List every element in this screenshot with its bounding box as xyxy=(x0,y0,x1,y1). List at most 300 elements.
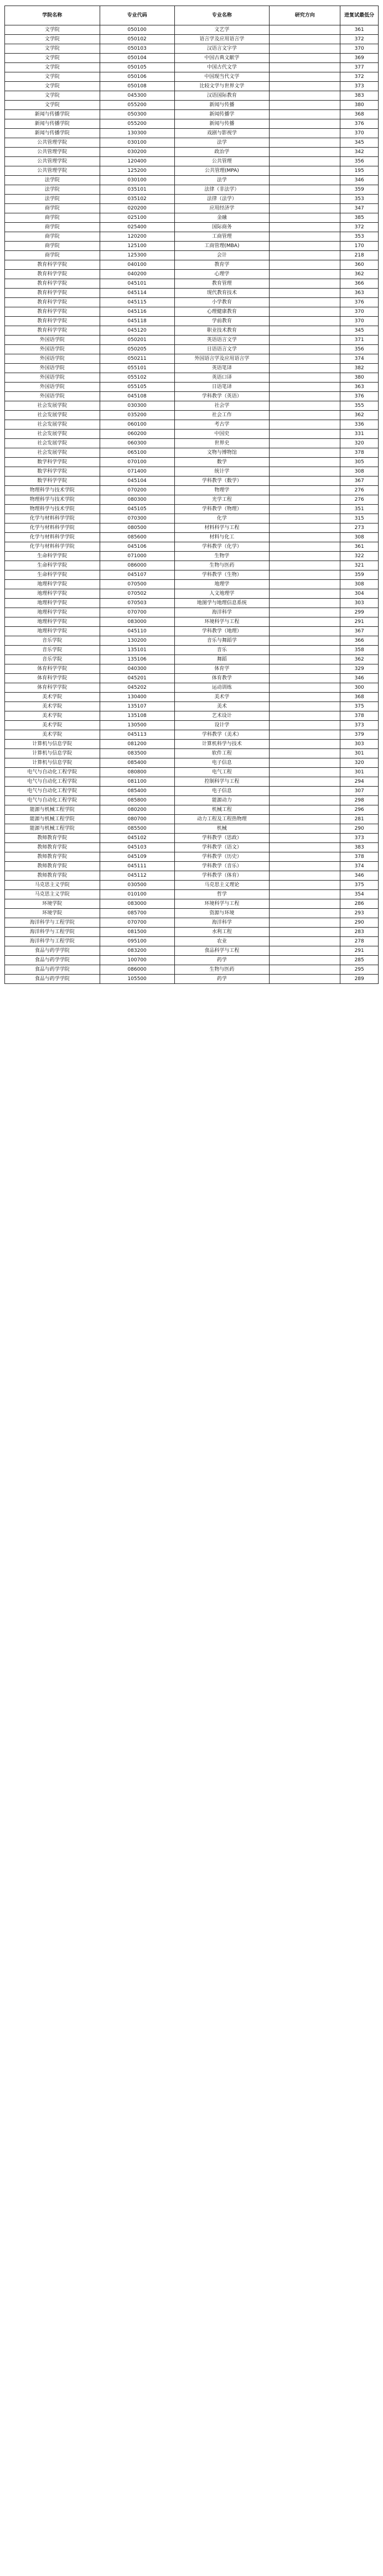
major-code-cell: 045106 xyxy=(100,542,174,552)
research-direction-cell xyxy=(270,44,340,54)
college-cell: 海洋科学与工程学院 xyxy=(5,928,100,937)
college-cell: 社会发展学院 xyxy=(5,448,100,458)
major-name-cell: 设计学 xyxy=(174,721,270,730)
major-code-cell: 045103 xyxy=(100,843,174,852)
major-name-cell: 学科教学（体育） xyxy=(174,871,270,881)
research-direction-cell xyxy=(270,787,340,796)
research-direction-cell xyxy=(270,364,340,373)
major-code-cell: 055200 xyxy=(100,101,174,110)
major-code-cell: 045202 xyxy=(100,683,174,693)
min-score-cell: 353 xyxy=(340,232,379,242)
major-name-cell: 动力工程及工程热物理 xyxy=(174,815,270,824)
college-cell: 数学科学学院 xyxy=(5,458,100,467)
research-direction-cell xyxy=(270,242,340,251)
major-name-cell: 英语笔译 xyxy=(174,364,270,373)
min-score-cell: 377 xyxy=(340,63,379,72)
min-score-cell: 307 xyxy=(340,787,379,796)
min-score-cell: 373 xyxy=(340,721,379,730)
table-row xyxy=(5,862,379,871)
min-score-cell: 298 xyxy=(340,796,379,805)
research-direction-cell xyxy=(270,636,340,646)
min-score-cell: 276 xyxy=(340,486,379,495)
min-score-cell: 375 xyxy=(340,702,379,711)
min-score-cell: 320 xyxy=(340,439,379,448)
major-name-cell: 控制科学与工程 xyxy=(174,777,270,787)
college-cell: 地理科学学院 xyxy=(5,608,100,617)
major-name-cell: 环境科学与工程 xyxy=(174,617,270,627)
major-code-cell: 040100 xyxy=(100,260,174,270)
research-direction-cell xyxy=(270,570,340,580)
research-direction-cell xyxy=(270,307,340,317)
major-name-cell: 水利工程 xyxy=(174,928,270,937)
major-name-cell: 美术学 xyxy=(174,693,270,702)
min-score-cell: 361 xyxy=(340,542,379,552)
major-name-cell: 学科教学（地理） xyxy=(174,627,270,636)
major-name-cell: 文艺学 xyxy=(174,25,270,35)
college-cell: 马克思主义学院 xyxy=(5,890,100,899)
min-score-cell: 375 xyxy=(340,881,379,890)
research-direction-cell xyxy=(270,251,340,260)
major-name-cell: 学前教育 xyxy=(174,317,270,326)
major-name-cell: 哲学 xyxy=(174,890,270,899)
major-name-cell: 农业 xyxy=(174,937,270,946)
research-direction-cell xyxy=(270,448,340,458)
table-row xyxy=(5,195,379,204)
min-score-cell: 308 xyxy=(340,467,379,477)
major-code-cell: 070503 xyxy=(100,599,174,608)
college-cell: 外国语学院 xyxy=(5,392,100,401)
min-score-cell: 362 xyxy=(340,411,379,420)
major-code-cell: 035102 xyxy=(100,195,174,204)
college-cell: 食品与药学学院 xyxy=(5,956,100,965)
major-name-cell: 小学教育 xyxy=(174,298,270,307)
research-direction-cell xyxy=(270,871,340,881)
research-direction-cell xyxy=(270,54,340,63)
college-cell: 海洋科学与工程学院 xyxy=(5,937,100,946)
table-row xyxy=(5,777,379,787)
min-score-cell: 361 xyxy=(340,25,379,35)
table-row xyxy=(5,608,379,617)
major-code-cell: 100700 xyxy=(100,956,174,965)
min-score-cell: 300 xyxy=(340,683,379,693)
table-row xyxy=(5,345,379,354)
min-score-cell: 370 xyxy=(340,44,379,54)
major-code-cell: 050105 xyxy=(100,63,174,72)
table-row xyxy=(5,35,379,44)
table-row xyxy=(5,956,379,965)
table-row xyxy=(5,101,379,110)
major-name-cell: 舞蹈 xyxy=(174,655,270,664)
major-code-cell: 030100 xyxy=(100,138,174,148)
research-direction-cell xyxy=(270,561,340,570)
major-name-cell: 机械 xyxy=(174,824,270,834)
research-direction-cell xyxy=(270,946,340,956)
major-name-cell: 汉语国际教育 xyxy=(174,91,270,101)
table-row xyxy=(5,768,379,777)
major-name-cell: 比较文学与世界文学 xyxy=(174,82,270,91)
research-direction-cell xyxy=(270,758,340,768)
table-row xyxy=(5,843,379,852)
min-score-cell: 283 xyxy=(340,928,379,937)
research-direction-cell xyxy=(270,260,340,270)
min-score-cell: 301 xyxy=(340,749,379,758)
min-score-cell: 218 xyxy=(340,251,379,260)
major-code-cell: 045105 xyxy=(100,505,174,514)
table-row xyxy=(5,730,379,740)
major-code-cell: 025400 xyxy=(100,223,174,232)
table-row xyxy=(5,664,379,674)
research-direction-cell xyxy=(270,664,340,674)
major-code-cell: 035101 xyxy=(100,185,174,195)
major-name-cell: 中国现当代文学 xyxy=(174,72,270,82)
table-row xyxy=(5,458,379,467)
table-row xyxy=(5,834,379,843)
college-cell: 计算机与信息学院 xyxy=(5,758,100,768)
college-cell: 物理科学与技术学院 xyxy=(5,505,100,514)
min-score-cell: 351 xyxy=(340,505,379,514)
major-code-cell: 080500 xyxy=(100,523,174,533)
research-direction-cell xyxy=(270,617,340,627)
research-direction-cell xyxy=(270,740,340,749)
min-score-cell: 358 xyxy=(340,646,379,655)
major-code-cell: 081500 xyxy=(100,928,174,937)
table-row xyxy=(5,251,379,260)
college-cell: 能源与机械工程学院 xyxy=(5,815,100,824)
header-major-code: 专业代码 xyxy=(100,6,174,25)
min-score-cell: 372 xyxy=(340,35,379,44)
min-score-cell: 368 xyxy=(340,110,379,119)
major-name-cell: 教育学 xyxy=(174,260,270,270)
college-cell: 商学院 xyxy=(5,232,100,242)
research-direction-cell xyxy=(270,702,340,711)
college-cell: 教育科学学院 xyxy=(5,326,100,336)
college-cell: 食品与药学学院 xyxy=(5,965,100,975)
table-row xyxy=(5,721,379,730)
research-direction-cell xyxy=(270,91,340,101)
college-cell: 商学院 xyxy=(5,204,100,213)
min-score-cell: 170 xyxy=(340,242,379,251)
min-score-cell: 376 xyxy=(340,392,379,401)
research-direction-cell xyxy=(270,693,340,702)
major-name-cell: 数学 xyxy=(174,458,270,467)
major-name-cell: 法律（法学） xyxy=(174,195,270,204)
table-row xyxy=(5,542,379,552)
research-direction-cell xyxy=(270,843,340,852)
min-score-cell: 329 xyxy=(340,664,379,674)
research-direction-cell xyxy=(270,467,340,477)
major-code-cell: 045110 xyxy=(100,627,174,636)
college-cell: 社会发展学院 xyxy=(5,420,100,430)
table-row xyxy=(5,533,379,542)
major-code-cell: 050211 xyxy=(100,354,174,364)
research-direction-cell xyxy=(270,505,340,514)
college-cell: 外国语学院 xyxy=(5,383,100,392)
college-cell: 生命科学学院 xyxy=(5,570,100,580)
major-name-cell: 考古学 xyxy=(174,420,270,430)
major-code-cell: 071000 xyxy=(100,552,174,561)
major-code-cell: 045115 xyxy=(100,298,174,307)
research-direction-cell xyxy=(270,373,340,383)
table-row xyxy=(5,890,379,899)
college-cell: 美术学院 xyxy=(5,730,100,740)
major-code-cell: 040200 xyxy=(100,270,174,279)
college-cell: 社会发展学院 xyxy=(5,411,100,420)
min-score-cell: 290 xyxy=(340,918,379,928)
major-name-cell: 外国语言学及应用语言学 xyxy=(174,354,270,364)
college-cell: 社会发展学院 xyxy=(5,430,100,439)
major-name-cell: 国际商务 xyxy=(174,223,270,232)
college-cell: 教师教育学院 xyxy=(5,852,100,862)
major-code-cell: 050100 xyxy=(100,25,174,35)
major-name-cell: 戏剧与影视学 xyxy=(174,129,270,138)
table-row xyxy=(5,72,379,82)
table-row xyxy=(5,523,379,533)
college-cell: 生命科学学院 xyxy=(5,552,100,561)
min-score-cell: 376 xyxy=(340,298,379,307)
major-name-cell: 会计 xyxy=(174,251,270,260)
research-direction-cell xyxy=(270,119,340,129)
major-code-cell: 085500 xyxy=(100,824,174,834)
table-row xyxy=(5,119,379,129)
major-name-cell: 生物学 xyxy=(174,552,270,561)
major-name-cell: 社会工作 xyxy=(174,411,270,420)
min-score-cell: 356 xyxy=(340,345,379,354)
table-row xyxy=(5,683,379,693)
table-row xyxy=(5,740,379,749)
college-cell: 文学院 xyxy=(5,25,100,35)
major-name-cell: 材料与化工 xyxy=(174,533,270,542)
table-row xyxy=(5,787,379,796)
major-name-cell: 中国古典文献学 xyxy=(174,54,270,63)
table-row xyxy=(5,185,379,195)
major-code-cell: 030200 xyxy=(100,148,174,157)
min-score-cell: 331 xyxy=(340,430,379,439)
college-cell: 环境学院 xyxy=(5,909,100,918)
min-score-cell: 368 xyxy=(340,693,379,702)
college-cell: 化学与材料科学学院 xyxy=(5,542,100,552)
table-row xyxy=(5,223,379,232)
major-code-cell: 130500 xyxy=(100,721,174,730)
table-row xyxy=(5,242,379,251)
college-cell: 体育科学学院 xyxy=(5,674,100,683)
min-score-cell: 370 xyxy=(340,317,379,326)
research-direction-cell xyxy=(270,486,340,495)
min-score-cell: 294 xyxy=(340,777,379,787)
research-direction-cell xyxy=(270,815,340,824)
major-code-cell: 055102 xyxy=(100,373,174,383)
college-cell: 教育科学学院 xyxy=(5,279,100,289)
college-cell: 法学院 xyxy=(5,185,100,195)
major-name-cell: 学科教学（美术） xyxy=(174,730,270,740)
major-name-cell: 工商管理 xyxy=(174,232,270,242)
table-row xyxy=(5,852,379,862)
major-code-cell: 085700 xyxy=(100,909,174,918)
min-score-cell: 363 xyxy=(340,289,379,298)
major-code-cell: 083000 xyxy=(100,899,174,909)
major-code-cell: 055200 xyxy=(100,119,174,129)
major-name-cell: 生物与医药 xyxy=(174,965,270,975)
research-direction-cell xyxy=(270,270,340,279)
major-name-cell: 马克思主义理论 xyxy=(174,881,270,890)
college-cell: 外国语学院 xyxy=(5,364,100,373)
table-row xyxy=(5,580,379,589)
major-name-cell: 运动训练 xyxy=(174,683,270,693)
major-name-cell: 体育教学 xyxy=(174,674,270,683)
research-direction-cell xyxy=(270,82,340,91)
table-row xyxy=(5,326,379,336)
major-name-cell: 统计学 xyxy=(174,467,270,477)
college-cell: 教师教育学院 xyxy=(5,862,100,871)
major-code-cell: 086000 xyxy=(100,965,174,975)
major-code-cell: 120400 xyxy=(100,157,174,166)
major-name-cell: 美术 xyxy=(174,702,270,711)
major-code-cell: 125100 xyxy=(100,242,174,251)
major-name-cell: 海洋科学 xyxy=(174,918,270,928)
college-cell: 美术学院 xyxy=(5,702,100,711)
min-score-cell: 301 xyxy=(340,768,379,777)
table-row xyxy=(5,336,379,345)
table-row xyxy=(5,129,379,138)
major-name-cell: 英语口译 xyxy=(174,373,270,383)
research-direction-cell xyxy=(270,899,340,909)
research-direction-cell xyxy=(270,928,340,937)
min-score-cell: 372 xyxy=(340,72,379,82)
min-score-cell: 285 xyxy=(340,956,379,965)
research-direction-cell xyxy=(270,514,340,523)
college-cell: 外国语学院 xyxy=(5,354,100,364)
research-direction-cell xyxy=(270,439,340,448)
table-row xyxy=(5,561,379,570)
college-cell: 物理科学与技术学院 xyxy=(5,495,100,505)
college-cell: 公共管理学院 xyxy=(5,166,100,176)
college-cell: 地理科学学院 xyxy=(5,599,100,608)
min-score-cell: 291 xyxy=(340,946,379,956)
college-cell: 数学科学学院 xyxy=(5,477,100,486)
college-cell: 文学院 xyxy=(5,101,100,110)
table-row xyxy=(5,401,379,411)
major-name-cell: 学科教学（历史） xyxy=(174,852,270,862)
table-row xyxy=(5,965,379,975)
table-row xyxy=(5,63,379,72)
major-name-cell: 学科教学（化学） xyxy=(174,542,270,552)
college-cell: 新闻与传播学院 xyxy=(5,119,100,129)
min-score-cell: 366 xyxy=(340,279,379,289)
table-row xyxy=(5,157,379,166)
college-cell: 能源与机械工程学院 xyxy=(5,824,100,834)
table-row xyxy=(5,899,379,909)
research-direction-cell xyxy=(270,420,340,430)
major-code-cell: 081200 xyxy=(100,740,174,749)
min-score-cell: 370 xyxy=(340,129,379,138)
research-direction-cell xyxy=(270,890,340,899)
research-direction-cell xyxy=(270,589,340,599)
college-cell: 环境学院 xyxy=(5,899,100,909)
table-row xyxy=(5,91,379,101)
min-score-cell: 366 xyxy=(340,636,379,646)
table-row xyxy=(5,467,379,477)
research-direction-cell xyxy=(270,336,340,345)
table-row xyxy=(5,213,379,223)
research-direction-cell xyxy=(270,777,340,787)
min-score-cell: 286 xyxy=(340,899,379,909)
research-direction-cell xyxy=(270,881,340,890)
college-cell: 文学院 xyxy=(5,72,100,82)
table-row xyxy=(5,815,379,824)
min-score-cell: 289 xyxy=(340,975,379,984)
college-cell: 公共管理学院 xyxy=(5,148,100,157)
major-code-cell: 030300 xyxy=(100,401,174,411)
college-cell: 文学院 xyxy=(5,44,100,54)
research-direction-cell xyxy=(270,862,340,871)
table-row xyxy=(5,918,379,928)
major-name-cell: 电子信息 xyxy=(174,758,270,768)
research-direction-cell xyxy=(270,279,340,289)
table-row xyxy=(5,25,379,35)
research-direction-cell xyxy=(270,354,340,364)
major-code-cell: 045120 xyxy=(100,326,174,336)
min-score-cell: 293 xyxy=(340,909,379,918)
table-row xyxy=(5,655,379,664)
major-name-cell: 药学 xyxy=(174,975,270,984)
college-cell: 商学院 xyxy=(5,242,100,251)
college-cell: 教师教育学院 xyxy=(5,834,100,843)
research-direction-cell xyxy=(270,674,340,683)
major-code-cell: 045118 xyxy=(100,317,174,326)
header-major-name: 专业名称 xyxy=(174,6,270,25)
major-code-cell: 130200 xyxy=(100,636,174,646)
major-code-cell: 085600 xyxy=(100,533,174,542)
major-code-cell: 080800 xyxy=(100,768,174,777)
major-name-cell: 心理学 xyxy=(174,270,270,279)
college-cell: 地理科学学院 xyxy=(5,589,100,599)
research-direction-cell xyxy=(270,975,340,984)
college-cell: 地理科学学院 xyxy=(5,617,100,627)
major-name-cell: 地理学 xyxy=(174,580,270,589)
table-row xyxy=(5,617,379,627)
college-cell: 商学院 xyxy=(5,251,100,260)
research-direction-cell xyxy=(270,63,340,72)
major-name-cell: 职业技术教育 xyxy=(174,326,270,336)
research-direction-cell xyxy=(270,185,340,195)
major-name-cell: 人文地理学 xyxy=(174,589,270,599)
research-direction-cell xyxy=(270,523,340,533)
min-score-cell: 336 xyxy=(340,420,379,430)
major-name-cell: 汉语言文字学 xyxy=(174,44,270,54)
table-row xyxy=(5,975,379,984)
major-name-cell: 政治学 xyxy=(174,148,270,157)
major-name-cell: 工商管理(MBA) xyxy=(174,242,270,251)
research-direction-cell xyxy=(270,711,340,721)
research-direction-cell xyxy=(270,430,340,439)
major-name-cell: 公共管理(MPA) xyxy=(174,166,270,176)
min-score-cell: 346 xyxy=(340,176,379,185)
major-code-cell: 070500 xyxy=(100,580,174,589)
major-code-cell: 045114 xyxy=(100,289,174,298)
research-direction-cell xyxy=(270,580,340,589)
min-score-cell: 373 xyxy=(340,82,379,91)
major-code-cell: 070300 xyxy=(100,514,174,523)
min-score-cell: 360 xyxy=(340,260,379,270)
table-row xyxy=(5,364,379,373)
major-name-cell: 中国史 xyxy=(174,430,270,439)
table-row xyxy=(5,646,379,655)
major-code-cell: 135107 xyxy=(100,702,174,711)
min-score-cell: 383 xyxy=(340,843,379,852)
major-code-cell: 105500 xyxy=(100,975,174,984)
research-direction-cell xyxy=(270,542,340,552)
major-name-cell: 化学 xyxy=(174,514,270,523)
research-direction-cell xyxy=(270,805,340,815)
